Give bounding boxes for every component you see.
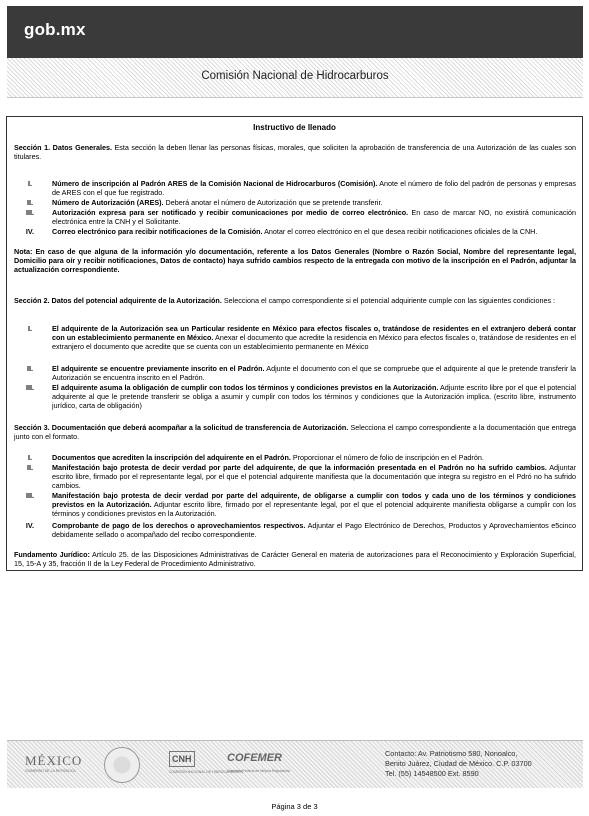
s1-item-4-num: IV.: [25, 227, 35, 236]
s3-item-1: Documentos que acrediten la inscripción del adquirente en el Padrón. Proporcionar el número de folio de inscripción en el Padrón.: [52, 453, 484, 462]
cofemer-logo-subtitle: Comisión Federal de Mejora Regulatoria: [227, 769, 290, 773]
s3-item-1-num: I.: [28, 453, 32, 462]
s1-item-1-num: I.: [28, 179, 32, 188]
contact-info: [385, 749, 532, 779]
s3-item-4: Comprobante de pago de los derechos o aprovechamientos respectivos. Adjuntar el Pago Electrónico de Derechos, Productos y Aprovechamientos e5cinco debidamente sellado o acompañado del recibo correspondiente.: [52, 521, 576, 539]
document-title: Instructivo de llenado: [253, 123, 336, 132]
section-2-title: Sección 2. Datos del potencial adquirente de la Autorización.: [14, 296, 222, 305]
instructions-document: [6, 116, 583, 571]
s1-item-2-num: II.: [27, 198, 33, 207]
s3-item-3: Manifestación bajo protesta de decir verdad por parte del adquirente, de obligarse a cumplir con todos y cada uno de los términos y condiciones previstos en la Autorización. Adjuntar escrito libre, firmado por el representante legal, por el que el potencial adquirente manifiesta obligarse a cumplir con los términos y condiciones previstos en la Autorización.: [52, 491, 576, 518]
section-3-title: Sección 3. Documentación que deberá acompañar a la solicitud de transferencia de Autorización.: [14, 423, 349, 432]
s2-item-1: El adquirente de la Autorización sea un Particular residente en México para efectos fiscales o, tratándose de residentes en el extranjero deberá contar con un establecimiento permanente en México. Anexar el documento que acredite la residencia en México para efectos fiscales o, tratándose de residentes en el extranjero el documento que acredite que se cuenta con un establecimiento permanente en México: [52, 324, 576, 351]
cofemer-logo: COFEMER: [227, 752, 282, 764]
section-2-intro: Sección 2. Datos del potencial adquirente de la Autorización. Selecciona el campo correspondiente si el potencial adquiriente cumple con las siguientes condiciones :: [14, 296, 556, 305]
s1-item-3: Autorización expresa para ser notificado y recibir comunicaciones por medio de correo electrónico. En caso de marcar NO, no existirá comunicación electrónica entre la CNH y el Solicitante.: [52, 208, 577, 226]
mexico-logo-subtitle: GOBIERNO DE LA REPÚBLICA: [25, 769, 76, 773]
s1-item-2: Número de Autorización (ARES). Deberá anotar el número de Autorización que se pretende transferir.: [52, 198, 383, 207]
s3-item-2: Manifestación bajo protesta de decir verdad por parte del adquirente, de que la información presentada en el Padrón no ha sufrido cambios. Adjuntar escrito libre, firmado por el representante legal, por el que el potencial adquirente manifiesta que la documentación que integra su registro en el Pdró no ha sufrido cambios.: [52, 463, 576, 490]
legal-basis: Fundamento Jurídico: Artículo 25. de las Disposiciones Administrativas de Carácter General en materia de autorizaciones para el Reconocimiento y Exploración Superficial, 15, 15-A y 35, fracción II de la Ley Federal de Procedimiento Administrativo.: [14, 550, 577, 568]
cnh-logo-subtitle: COMISIÓN NACIONAL DE HIDROCARBUROS: [169, 770, 244, 774]
gob-mx-logo[interactable]: gob.mx: [24, 20, 86, 39]
header-bar: [7, 6, 583, 58]
s3-item-3-num: III.: [26, 491, 34, 500]
subheader-bar: [7, 58, 583, 98]
section-3-intro: Sección 3. Documentación que deberá acompañar a la solicitud de transferencia de Autorización. Selecciona el campo correspondiente a la documentación que entrega junto con el formato.: [14, 423, 576, 441]
s2-item-3-num: III.: [26, 383, 34, 392]
footer-bar: [7, 740, 583, 788]
national-seal-icon: [104, 747, 140, 783]
s2-item-2: El adquirente se encuentre previamente inscrito en el Padrón. Adjunte el documento con el que se compruebe que el adquirente al que le pretende transferir la Autorización se encuentra inscrito en el Padrón.: [52, 364, 576, 382]
section-1-title: Sección 1. Datos Generales.: [14, 143, 112, 152]
agency-title: Comisión Nacional de Hidrocarburos: [201, 70, 389, 82]
s1-item-4: Correo electrónico para recibir notificaciones de la Comisión. Anotar el correo electrónico en el que desea recibir notificaciones oficiales de la CNH.: [52, 227, 538, 236]
page-number: Página 3 de 3: [271, 802, 318, 811]
s2-item-3: El adquirente asuma la obligación de cumplir con todos los términos y condiciones previstos en la Autorización. Adjunte escrito libre por el que el potencial adquirente al que le pretende transferir se obliga a asumir y cumplir con todos los términos y condiciones que la Autorización implica. (escrito libre, instrumento jurídico, carta de obligación): [52, 383, 576, 410]
s1-item-1: Número de inscripción al Padrón ARES de la Comisión Nacional de Hidrocarburos (Comisión). Anote el número de folio del padrón de personas y empresas de ARES con el que fue registrado.: [52, 179, 577, 197]
cnh-logo: CNH: [169, 751, 195, 767]
s2-item-2-num: II.: [27, 364, 33, 373]
contact-address: Contacto: Av. Patriotismo 580, Nonoalco,: [385, 749, 518, 758]
contact-city: Benito Juárez, Ciudad de México. C.P. 03700: [385, 759, 532, 768]
contact-phone: Tel. (55) 14548500 Ext. 8590: [385, 769, 479, 778]
s3-item-4-num: IV.: [25, 521, 35, 530]
s3-item-2-num: II.: [27, 463, 33, 472]
mexico-logo: MÉXICO: [25, 753, 83, 768]
section-1-intro: Sección 1. Datos Generales. Esta sección la deben llenar las personas físicas, morales, que soliciten la aprobación de transferencia de una Autorización de las cuales son titulares.: [14, 143, 576, 161]
section-1-note: Nota: En caso de que alguna de la información y/o documentación, referente a los Datos Generales (Nombre o Razón Social, Nombre del representante legal, Domicilio para oír y recibir notificaciones, Datos de contacto) haya sufrido cambios respecto de la entregada con motivo de la inscripción en el Padrón, adjuntar la actualización correspondiente.: [14, 247, 576, 274]
s2-item-1-num: I.: [28, 324, 32, 333]
s1-item-3-num: III.: [26, 208, 34, 217]
